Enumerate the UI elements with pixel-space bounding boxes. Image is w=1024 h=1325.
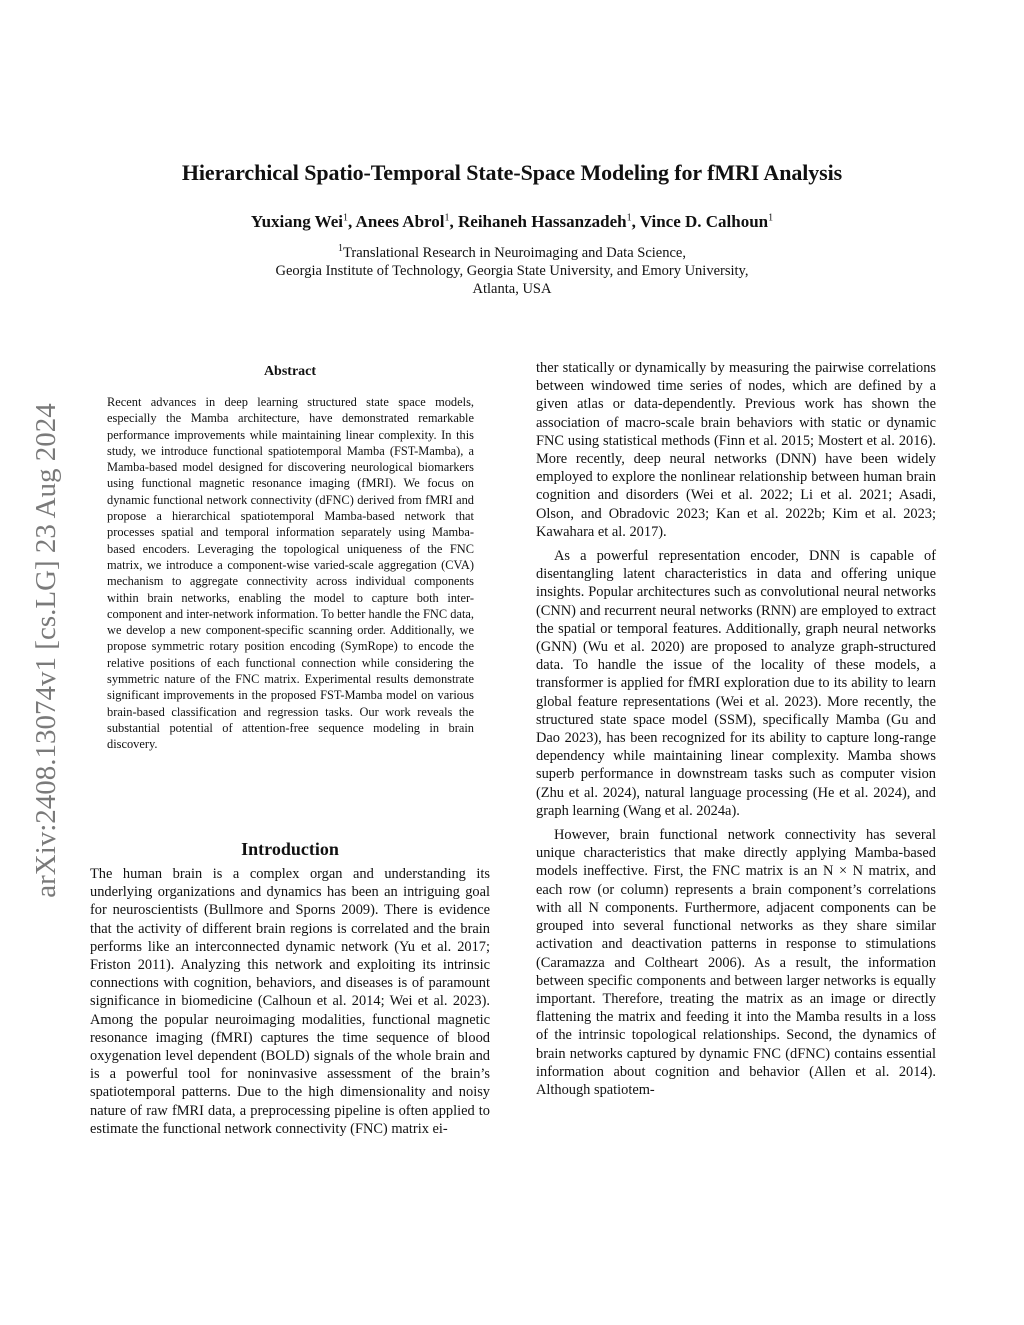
body-paragraph: The human brain is a complex organ and understanding its underlying organizations and dynamics has been an intriguing goal for neuroscientists (Bullmore and Sporns 2009). There is evidence that the activity of different brain regions is correlated and the brain performs like an interconnected dynamic network (Yu et al. 2017; Friston 2011). Analyzing this network and exploiting its intrinsic connections with cognition, behaviors, and diseases is of paramount significance in biomedicine (Calhoun et al. 2014; Wei et al. 2023). Among the popular neuroimaging modalities, functional magnetic resonance imaging (fMRI) captures the time sequence of blood oxygenation level dependent (BOLD) signals of the whole brain and is a powerful tool for noninvasive assessment of the brain’s spatiotemporal patterns. Due to the high dimensionality and noisy nature of raw fMRI data, a preprocessing pipeline is often applied to estimate the functional network connectivity (FNC) matrix ei-: [90, 866, 490, 1137]
author-list: [0, 212, 1024, 232]
arxiv-stamp: [28, 350, 64, 950]
body-paragraph: However, brain functional network connectivity has several unique characteristics that make directly applying Mamba-based models ineffective. First, the FNC matrix is an N × N matrix, and each row (or column) represents a brain component’s correlations with all N components. Furthermore, adjacent components can be grouped into several functional networks as they share similar activation and deactivation patterns in response to stimulations (Caramazza and Coltheart 2006). As a result, the information between specific components and between larger networks is equally important. Therefore, treating the matrix as an image or directly flattening the matrix and feeding it into the Mamba results in a loss of the intrinsic topological relationships. Second, the dynamics of brain networks captured by dynamic FNC (dFNC) contains essential information about cognition and behavior (Allen et al. 2014). Although spatiotem-: [536, 827, 936, 1098]
author-name: Reihaneh Hassanzadeh: [458, 212, 627, 231]
author-name: Yuxiang Wei: [250, 212, 343, 231]
abstract-text: Recent advances in deep learning structured state space models, especially the Mamba architecture, have demonstrated remarkable performance improvements while maintaining linear complexity. In this study, we introduce functional spatiotemporal Mamba (FST-Mamba), a Mamba-based model designed for discovering neurological biomarkers using functional magnetic resonance imaging (fMRI). We focus on dynamic functional network connectivity (dFNC) derived from fMRI and propose a hierarchical spatiotemporal Mamba-based network that processes spatial and temporal information separately using Mamba-based encoders. Leveraging the topological uniqueness of the FNC matrix, we introduce a component-wise varied-scale aggregation (CVA) mechanism to aggregate connectivity across individual components within brain networks, enabling the model to capture both inter-component and inter-network information. To better handle the FNC data, we develop a new component-specific scanning order. Additionally, we propose symmetric rotary position encoding (SymRope) to encode the relative positions of each functional connection while considering the symmetric nature of the FNC matrix. Experimental results demonstrate significant improvements in the proposed FST-Mamba model on various brain-based classification and regression tasks. Our work reveals the substantial potential of attention-free sequence modeling in brain discovery.: [107, 395, 474, 752]
body-paragraph: ther statically or dynamically by measuring the pairwise correlations between windowed time series of nodes, which are defined by a given atlas or data-dependently. Previous work has shown the association of macro-scale brain behaviors with static or dynamic FNC using statistical methods (Finn et al. 2015; Mostert et al. 2016). More recently, deep neural networks (DNN) have been widely employed to explore the nonlinear relationship between human brain cognition and disorders (Wei et al. 2022; Li et al. 2021; Asadi, Olson, and Obradovic 2023; Kan et al. 2022b; Kim et al. 2023; Kawahara et al. 2017).: [536, 360, 936, 540]
author-affiliation-mark: 1: [342, 212, 348, 224]
body-paragraph: As a powerful representation encoder, DNN is capable of disentangling latent characteristics in data and offering unique insights. Popular architectures such as convolutional neural networks (CNN) and recurrent neural networks (RNN) are employed to extract the spatial or temporal features. Additionally, graph neural networks (GNN) (Wu et al. 2020) are proposed to analyze graph-structured data. To handle the issue of the locality of these models, a transformer is applied for fMRI exploration due to its ability to learn global feature representations (Wei et al. 2023). More recently, the structured state space model (SSM), specifically Mamba (Gu and Dao 2023), has been recognized for its ability to capture long-range dependency while maintaining linear complexity. Mamba shows superb performance in downstream tasks such as computer vision (Zhu et al. 2024), natural language processing (He et al. 2024), and graph learning (Wang et al. 2024a).: [536, 548, 936, 819]
affiliation-line: $^1$Translational Research in Neuroimaging and Data Science,: [338, 243, 686, 261]
affiliation-line: Atlanta, USA: [472, 281, 552, 297]
author-name: Vince D. Calhoun: [639, 212, 769, 231]
author-separator: ,: [631, 212, 640, 231]
right-column: [536, 359, 936, 1105]
affiliation-line: Georgia Institute of Technology, Georgia State University, and Emory University,: [275, 263, 749, 279]
affiliation-block: [0, 244, 1024, 298]
abstract-heading: Abstract: [263, 364, 317, 379]
author-separator: ,: [449, 212, 458, 231]
paper-title: Hierarchical Spatio-Temporal State-Space Modeling for fMRI Analysis: [181, 160, 843, 185]
introduction-heading: Introduction: [241, 839, 339, 859]
author-affiliation-mark: 1: [768, 212, 774, 224]
affiliation-mark: 1: [338, 243, 344, 255]
author-affiliation-mark: 1: [444, 212, 450, 224]
arxiv-id: arXiv:2408.13074v1 [cs.LG] 23 Aug 2024: [29, 402, 62, 898]
author-affiliation-mark: 1: [626, 212, 632, 224]
author-name: Anees Abrol: [355, 212, 445, 231]
author-separator: ,: [347, 212, 356, 231]
left-column: [90, 865, 490, 1144]
